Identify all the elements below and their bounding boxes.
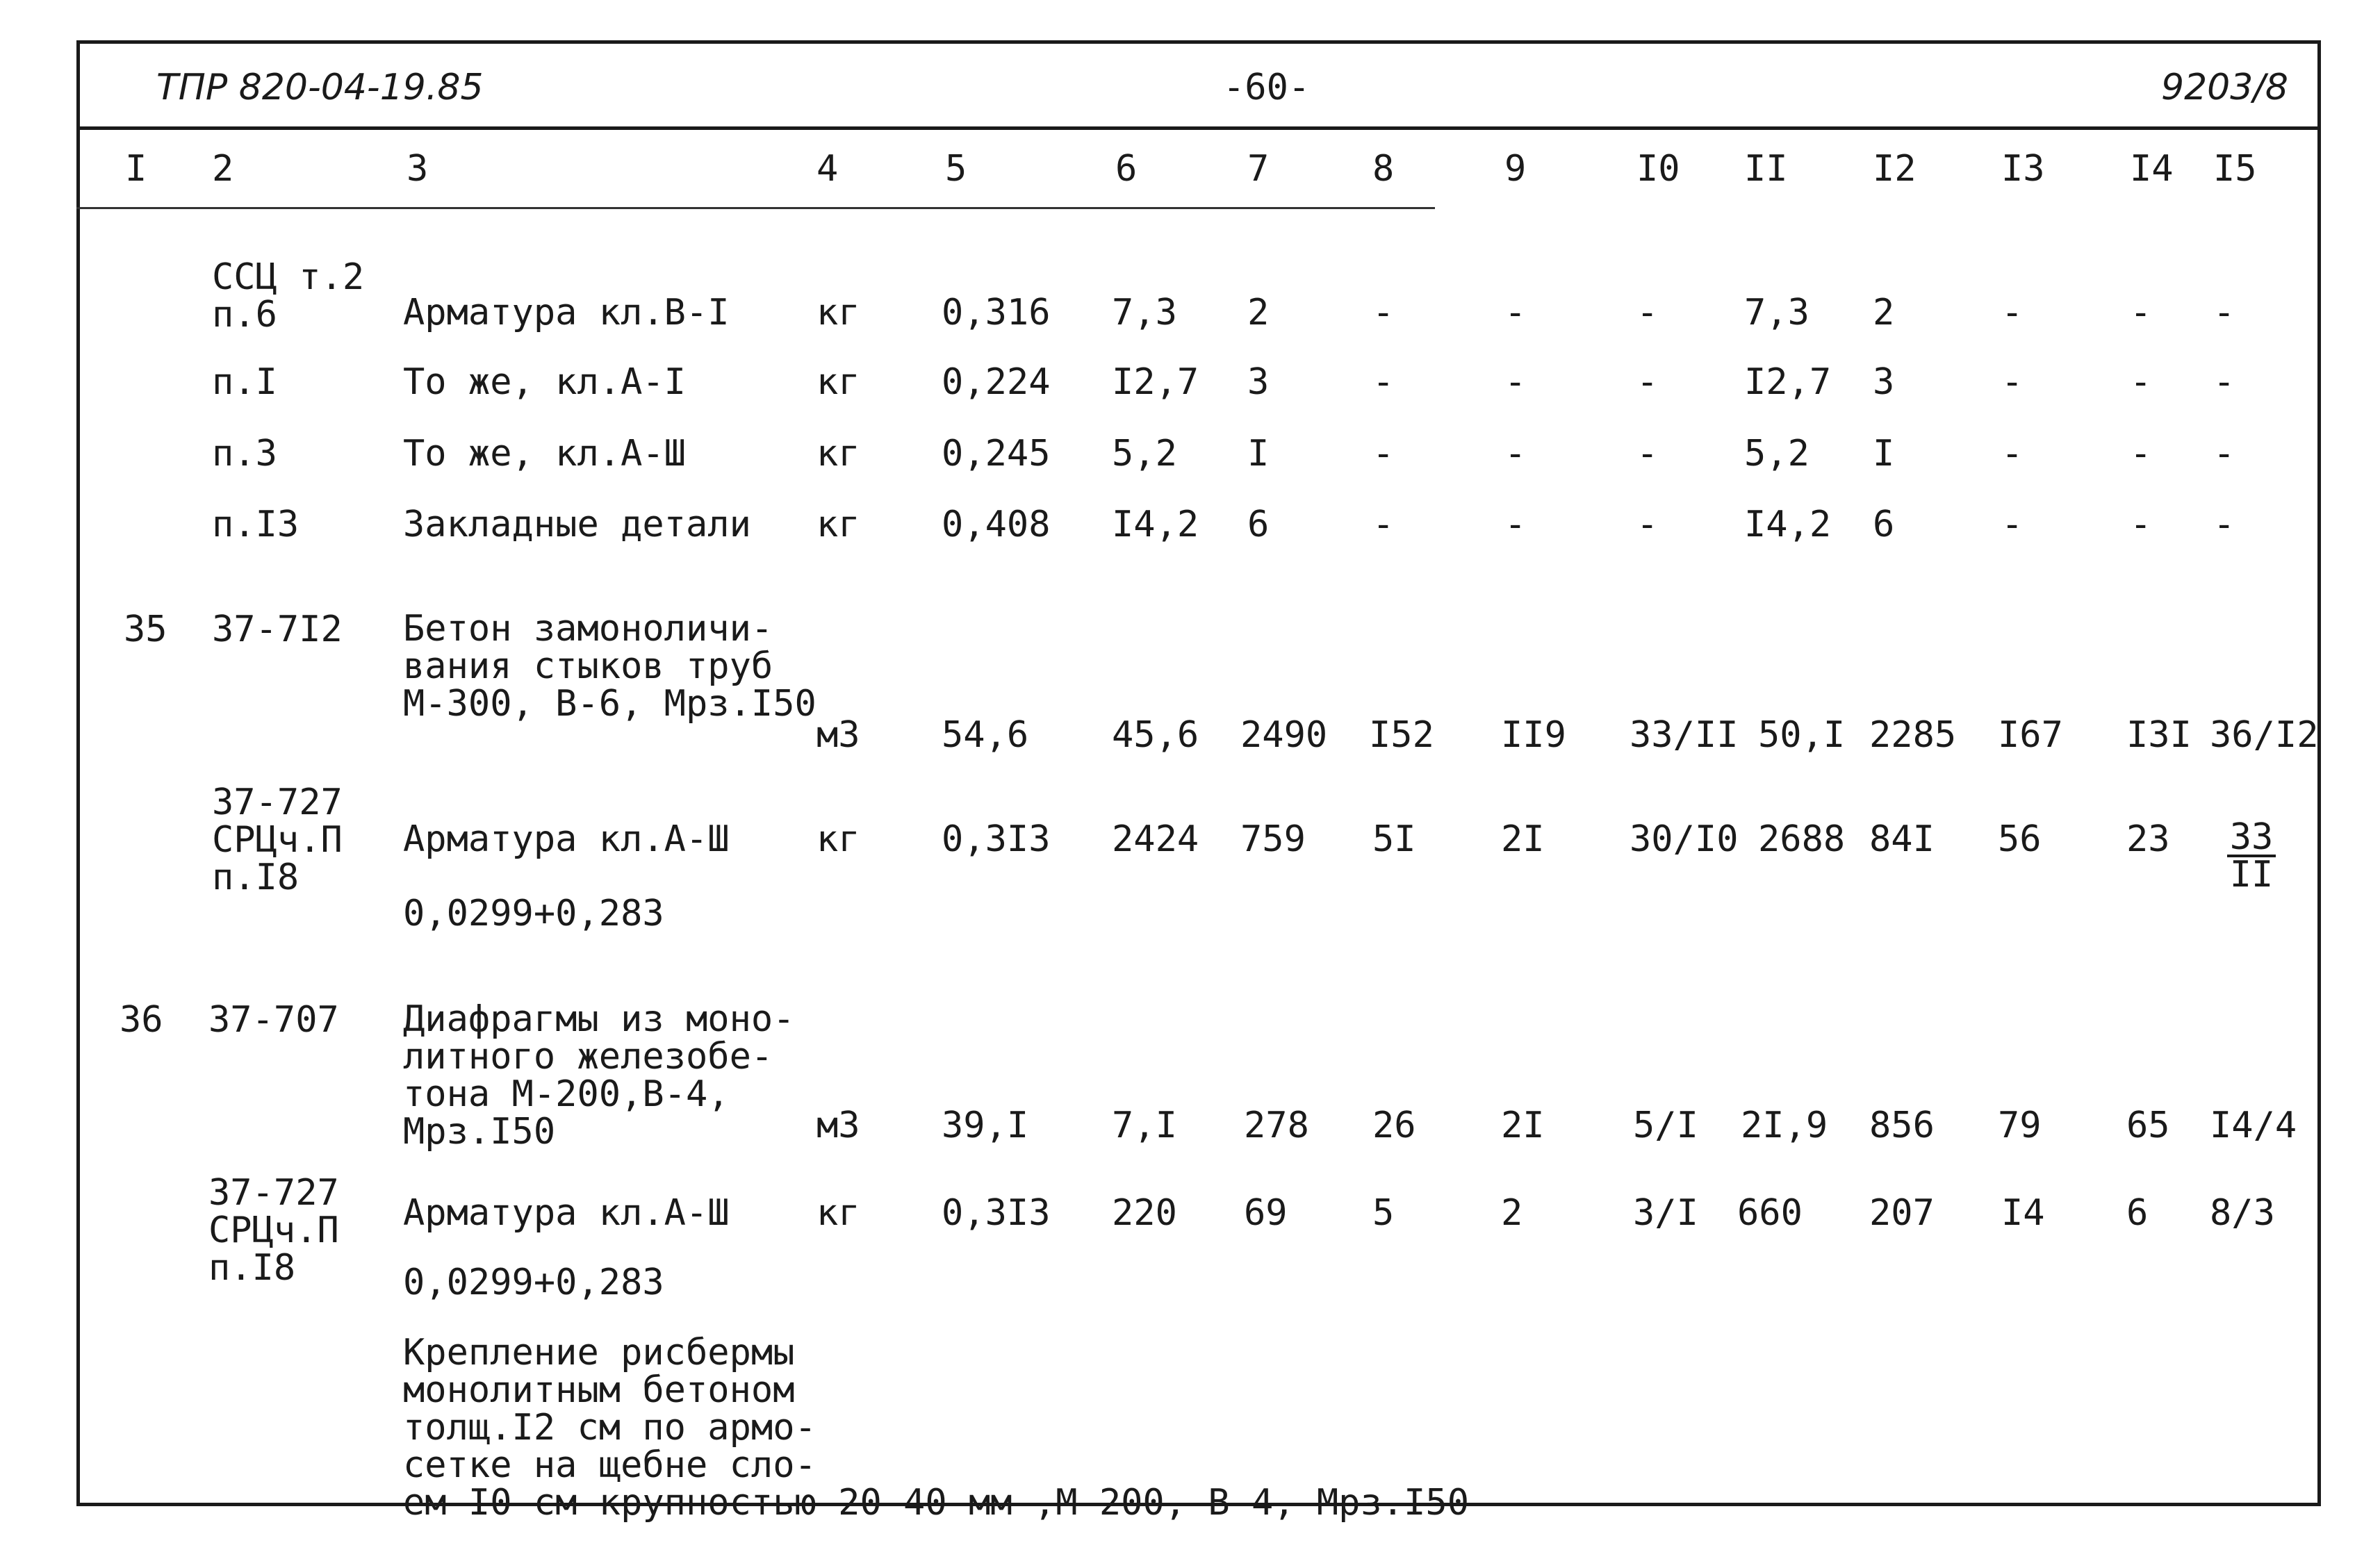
cell-c13: - [2001, 504, 2024, 545]
col-header-2: 2 [212, 148, 234, 190]
row-name: Закладные детали [403, 504, 751, 545]
col-header-13: I3 [2001, 148, 2045, 190]
cell-c10: 5/I [1633, 1105, 1698, 1146]
cell-c13: - [2001, 433, 2024, 475]
cell-c6: 5,2 [1112, 433, 1177, 475]
cell-c11: 50,I [1758, 714, 1846, 756]
row-number: 35 [124, 609, 167, 650]
fraction-denominator: II [2229, 854, 2274, 896]
row-code: п.I3 [212, 504, 299, 545]
row-unit: м3 [816, 1105, 860, 1146]
cell-c11: I4,2 [1744, 504, 1832, 545]
row-name: То же, кл.А-I [403, 361, 686, 403]
col-header-11: II [1744, 148, 1788, 190]
cell-c6: 7,3 [1112, 292, 1177, 333]
row-code: 37-7I2 [212, 609, 343, 650]
cell-c5: 0,224 [942, 361, 1051, 403]
cell-c13: I4 [2001, 1192, 2045, 1234]
cell-c9: - [1504, 292, 1527, 333]
cell-c6: I4,2 [1112, 504, 1199, 545]
row-name: Арматура кл.А-Ш [403, 1192, 730, 1234]
cell-c7: 759 [1240, 818, 1306, 860]
cell-c5: 0,3I3 [942, 818, 1051, 860]
cell-c8: - [1372, 433, 1395, 475]
cell-c13: - [2001, 361, 2024, 403]
row-name: Диафрагмы из моно- литного железобе- тона М-200,В-4, Мрз.I50 [403, 998, 795, 1153]
header-rule [76, 126, 2321, 130]
cell-c5: 54,6 [942, 714, 1029, 756]
row-code: п.3 [212, 433, 277, 475]
cell-c13: 79 [1998, 1105, 2042, 1146]
cell-c15: - [2213, 361, 2235, 403]
col-header-9: 9 [1504, 148, 1527, 190]
cell-c6: I2,7 [1112, 361, 1199, 403]
col-header-8: 8 [1372, 148, 1395, 190]
cell-c6: 220 [1112, 1192, 1177, 1234]
cell-c8: - [1372, 361, 1395, 403]
page-number: -60- [1223, 67, 1311, 108]
cell-c6: 7,I [1112, 1105, 1177, 1146]
cell-c8: I52 [1369, 714, 1434, 756]
cell-c14: 23 [2126, 818, 2170, 860]
cell-c12: 3 [1873, 361, 1895, 403]
cell-c14: - [2130, 292, 2152, 333]
row-unit: кг [816, 292, 860, 333]
row-unit: кг [816, 1192, 860, 1234]
row-subformula: 0,0299+0,283 [403, 893, 664, 934]
cell-c10: 3/I [1633, 1192, 1698, 1234]
cell-c15: - [2213, 504, 2235, 545]
cell-c12: 6 [1873, 504, 1895, 545]
cell-c5: 0,3I3 [942, 1192, 1051, 1234]
cell-c8: 26 [1372, 1105, 1416, 1146]
row-unit: м3 [816, 714, 860, 756]
cell-c5: 0,316 [942, 292, 1051, 333]
col-header-12: I2 [1873, 148, 1917, 190]
fraction-numerator: 33 [2227, 820, 2276, 857]
row-subformula: 0,0299+0,283 [403, 1262, 664, 1303]
row-unit: кг [816, 504, 860, 545]
row-unit: кг [816, 818, 860, 860]
col-header-15: I5 [2213, 148, 2257, 190]
cell-c8: 5 [1372, 1192, 1395, 1234]
cell-c7: 278 [1244, 1105, 1309, 1146]
cell-c12: 84I [1869, 818, 1935, 860]
cell-c6: 45,6 [1112, 714, 1199, 756]
cell-c7: 3 [1247, 361, 1270, 403]
cell-c15: 8/3 [2210, 1192, 2275, 1234]
row-code: ССЦ т.2 п.6 [212, 256, 365, 336]
doc-code: ТПР 820-04-19.85 [156, 67, 484, 108]
col-header-4: 4 [816, 148, 839, 190]
col-header-14: I4 [2130, 148, 2174, 190]
cell-c15: - [2213, 292, 2235, 333]
col-header-3: 3 [407, 148, 429, 190]
cell-c15-fraction [2227, 816, 2276, 896]
cell-c7: 6 [1247, 504, 1270, 545]
cell-c13: 56 [1998, 818, 2042, 860]
cell-c6: 2424 [1112, 818, 1199, 860]
row-number: 36 [120, 999, 163, 1041]
cell-c5: 0,408 [942, 504, 1051, 545]
row-code: 37-727 СРЦч.П п.I8 [212, 782, 343, 898]
cell-c12: 2 [1873, 292, 1895, 333]
cell-c15: - [2213, 433, 2235, 475]
cell-c9: - [1504, 504, 1527, 545]
cell-c10: 30/I0 [1630, 818, 1739, 860]
cell-c13: - [2001, 292, 2024, 333]
cell-c9: II9 [1501, 714, 1566, 756]
cell-c11: 2I,9 [1741, 1105, 1828, 1146]
cell-c14: - [2130, 504, 2152, 545]
cell-c5: 39,I [942, 1105, 1029, 1146]
cell-c11: 2688 [1758, 818, 1846, 860]
cell-c7: I [1247, 433, 1270, 475]
sheet-id: 9203/8 [2161, 67, 2288, 108]
cell-c11: 7,3 [1744, 292, 1809, 333]
cell-c10: - [1636, 433, 1659, 475]
cell-c14: 6 [2126, 1192, 2149, 1234]
cell-c12: 207 [1869, 1192, 1935, 1234]
cell-c9: 2I [1501, 818, 1545, 860]
row-name: То же, кл.А-Ш [403, 433, 686, 475]
footer-note: Крепление рисбермы монолитным бетоном толщ.I2 см по армо- сетке на щебне сло- ем I0 см крупностью 20-40 мм ,М-200, В-4, Мрз.I50 [403, 1332, 1470, 1524]
cell-c14: - [2130, 433, 2152, 475]
cell-c10: - [1636, 361, 1659, 403]
column-header-rule [76, 207, 1435, 209]
cell-c15: I4/4 [2210, 1105, 2297, 1146]
cell-c11: 5,2 [1744, 433, 1809, 475]
cell-c8: - [1372, 504, 1395, 545]
cell-c11: I2,7 [1744, 361, 1832, 403]
cell-c11: 660 [1737, 1192, 1803, 1234]
row-code: 37-727 СРЦч.П п.I8 [208, 1172, 339, 1289]
cell-c9: 2I [1501, 1105, 1545, 1146]
row-name: Бетон замоноличи- вания стыков труб М-300, В-6, Мрз.I50 [403, 608, 816, 725]
cell-c15: 36/I2 [2210, 714, 2319, 756]
cell-c12: 2285 [1869, 714, 1957, 756]
cell-c14: I3I [2126, 714, 2192, 756]
cell-c9: 2 [1501, 1192, 1523, 1234]
row-name: Арматура кл.А-Ш [403, 818, 730, 860]
col-header-5: 5 [945, 148, 967, 190]
cell-c14: 65 [2126, 1105, 2170, 1146]
cell-c10: - [1636, 292, 1659, 333]
cell-c7: 2490 [1240, 714, 1328, 756]
cell-c5: 0,245 [942, 433, 1051, 475]
cell-c7: 2 [1247, 292, 1270, 333]
cell-c9: - [1504, 433, 1527, 475]
cell-c9: - [1504, 361, 1527, 403]
cell-c10: - [1636, 504, 1659, 545]
cell-c14: - [2130, 361, 2152, 403]
cell-c12: 856 [1869, 1105, 1935, 1146]
cell-c10: 33/II [1630, 714, 1739, 756]
row-code: 37-707 [208, 999, 339, 1041]
row-unit: кг [816, 361, 860, 403]
col-header-1: I [125, 148, 147, 190]
col-header-6: 6 [1115, 148, 1138, 190]
cell-c8: 5I [1372, 818, 1416, 860]
cell-c13: I67 [1998, 714, 2063, 756]
cell-c12: I [1873, 433, 1895, 475]
col-header-7: 7 [1247, 148, 1270, 190]
col-header-10: I0 [1636, 148, 1680, 190]
cell-c8: - [1372, 292, 1395, 333]
row-unit: кг [816, 433, 860, 475]
cell-c7: 69 [1244, 1192, 1288, 1234]
row-code: п.I [212, 361, 277, 403]
row-name: Арматура кл.В-I [403, 292, 730, 333]
